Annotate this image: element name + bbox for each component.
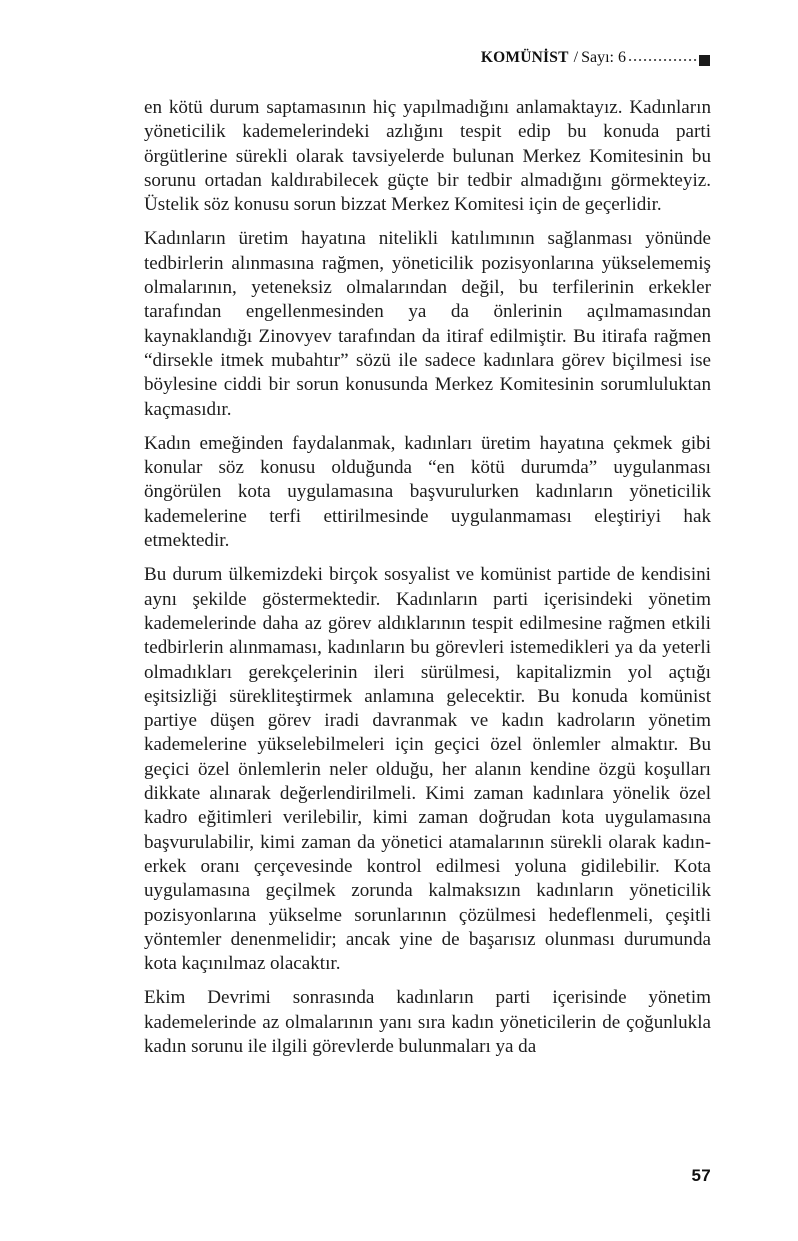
body-paragraph: Bu durum ülkemizdeki birçok sosyalist ve komünist partide de kendisini aynı şekilde göstermektedir. Kadınların parti içerisindeki yönetim kademelerinde daha az görev aldıklarının tespit edilmesine rağmen etkili tedbirlerin alınmaması, kadınların bu görevleri istemedikleri ya da yeterli olmadıkları gerekçelerinin ileri sürülmesi, kapitalizmin yol açtığı eşitsizliği sürekliteştirmek anlamına gelecektir. Bu konuda komünist partiye düşen görev iradi davranmak ve kadın kadroların yönetim kademelerine yükselebilmeleri için geçici özel önlemler almaktır. Bu geçici özel önlemlerin neler olduğu, her alanın kendine özgü koşulları dikkate alınarak değerlendirilmeli. Kimi zaman kadınlara yönelik özel kadro eğitimleri verilebilir, kimi zaman doğrudan kota uygulamasına başvurulabilir, kimi zaman da yönetici atamalarının sürekli olarak kadın-erkek oranı çerçevesinde kontrol edilmesi yoluna gidilebilir. Kota uygulamasına geçilmek zorunda kalmaksızın kadınların yöneticilik pozisyonlarına yükselme sorunlarının çözülmesi hedeflenmeli, çeşitli yöntemler denenmelidir; ancak yine de başarısız olunması durumunda kota kaçınılmaz olacaktır. (144, 564, 711, 975)
filled-square-marker-icon (699, 55, 710, 66)
body-text-column (144, 96, 711, 1059)
page-number: 57 (691, 1166, 711, 1185)
running-head-separator: / (573, 49, 579, 66)
body-paragraph: Ekim Devrimi sonrasında kadınların parti içerisinde yönetim kademelerinde az olmalarının yanı sıra kadın yöneticilerin de çoğunlukla kadın sorunu ile ilgili görevlerde bulunmaları ya da (144, 987, 711, 1057)
body-paragraph: Kadın emeğinden faydalanmak, kadınları üretim hayatına çekmek gibi konular söz konusu olduğunda “en kötü durumda” uygulanması öngörülen kota uygulamasına başvurulurken kadınların yöneticilik kademelerine terfi ettirilmesinde uygulanmaması eleştiriyi hak etmektedir. (144, 432, 711, 552)
body-paragraph: en kötü durum saptamasının hiç yapılmadığını anlamaktayız. Kadınların yöneticilik kademelerindeki azlığını tespit edip bu konuda parti örgütlerine sürekli olarak tavsiyelerde bulunan Merkez Komitesinin bu sorunu ortadan kaldırabilecek güçte bir tedbir almadığını görmekteyiz. Üstelik söz konusu sorun bizzat Merkez Komitesi için de geçerlidir. (144, 97, 711, 216)
issue-number: Sayı: 6 (581, 49, 626, 66)
running-head (144, 47, 710, 69)
publication-title: KOMÜNİST (480, 49, 569, 66)
dotted-leader-icon (629, 54, 697, 66)
body-paragraph: Kadınların üretim hayatına nitelikli katılımının sağlanması yönünde tedbirlerin alınmasına rağmen, yöneticilik pozisyonlarına yükselememiş olmalarının, yeteneksiz olmalarından değil, bu terfilerinin erkekler tarafından engellenmesinden ya da önlerinin açılmamasından kaynaklandığı Zinovyev tarafından da itiraf edilmiştir. Bu itirafa rağmen “dirsekle itmek mubahtır” sözü ile sadece kadınlara görev biçilmesi ise böylesine ciddi bir sorun konusunda Merkez Komitesinin sorumluluktan kaçmasıdır. (144, 228, 711, 420)
